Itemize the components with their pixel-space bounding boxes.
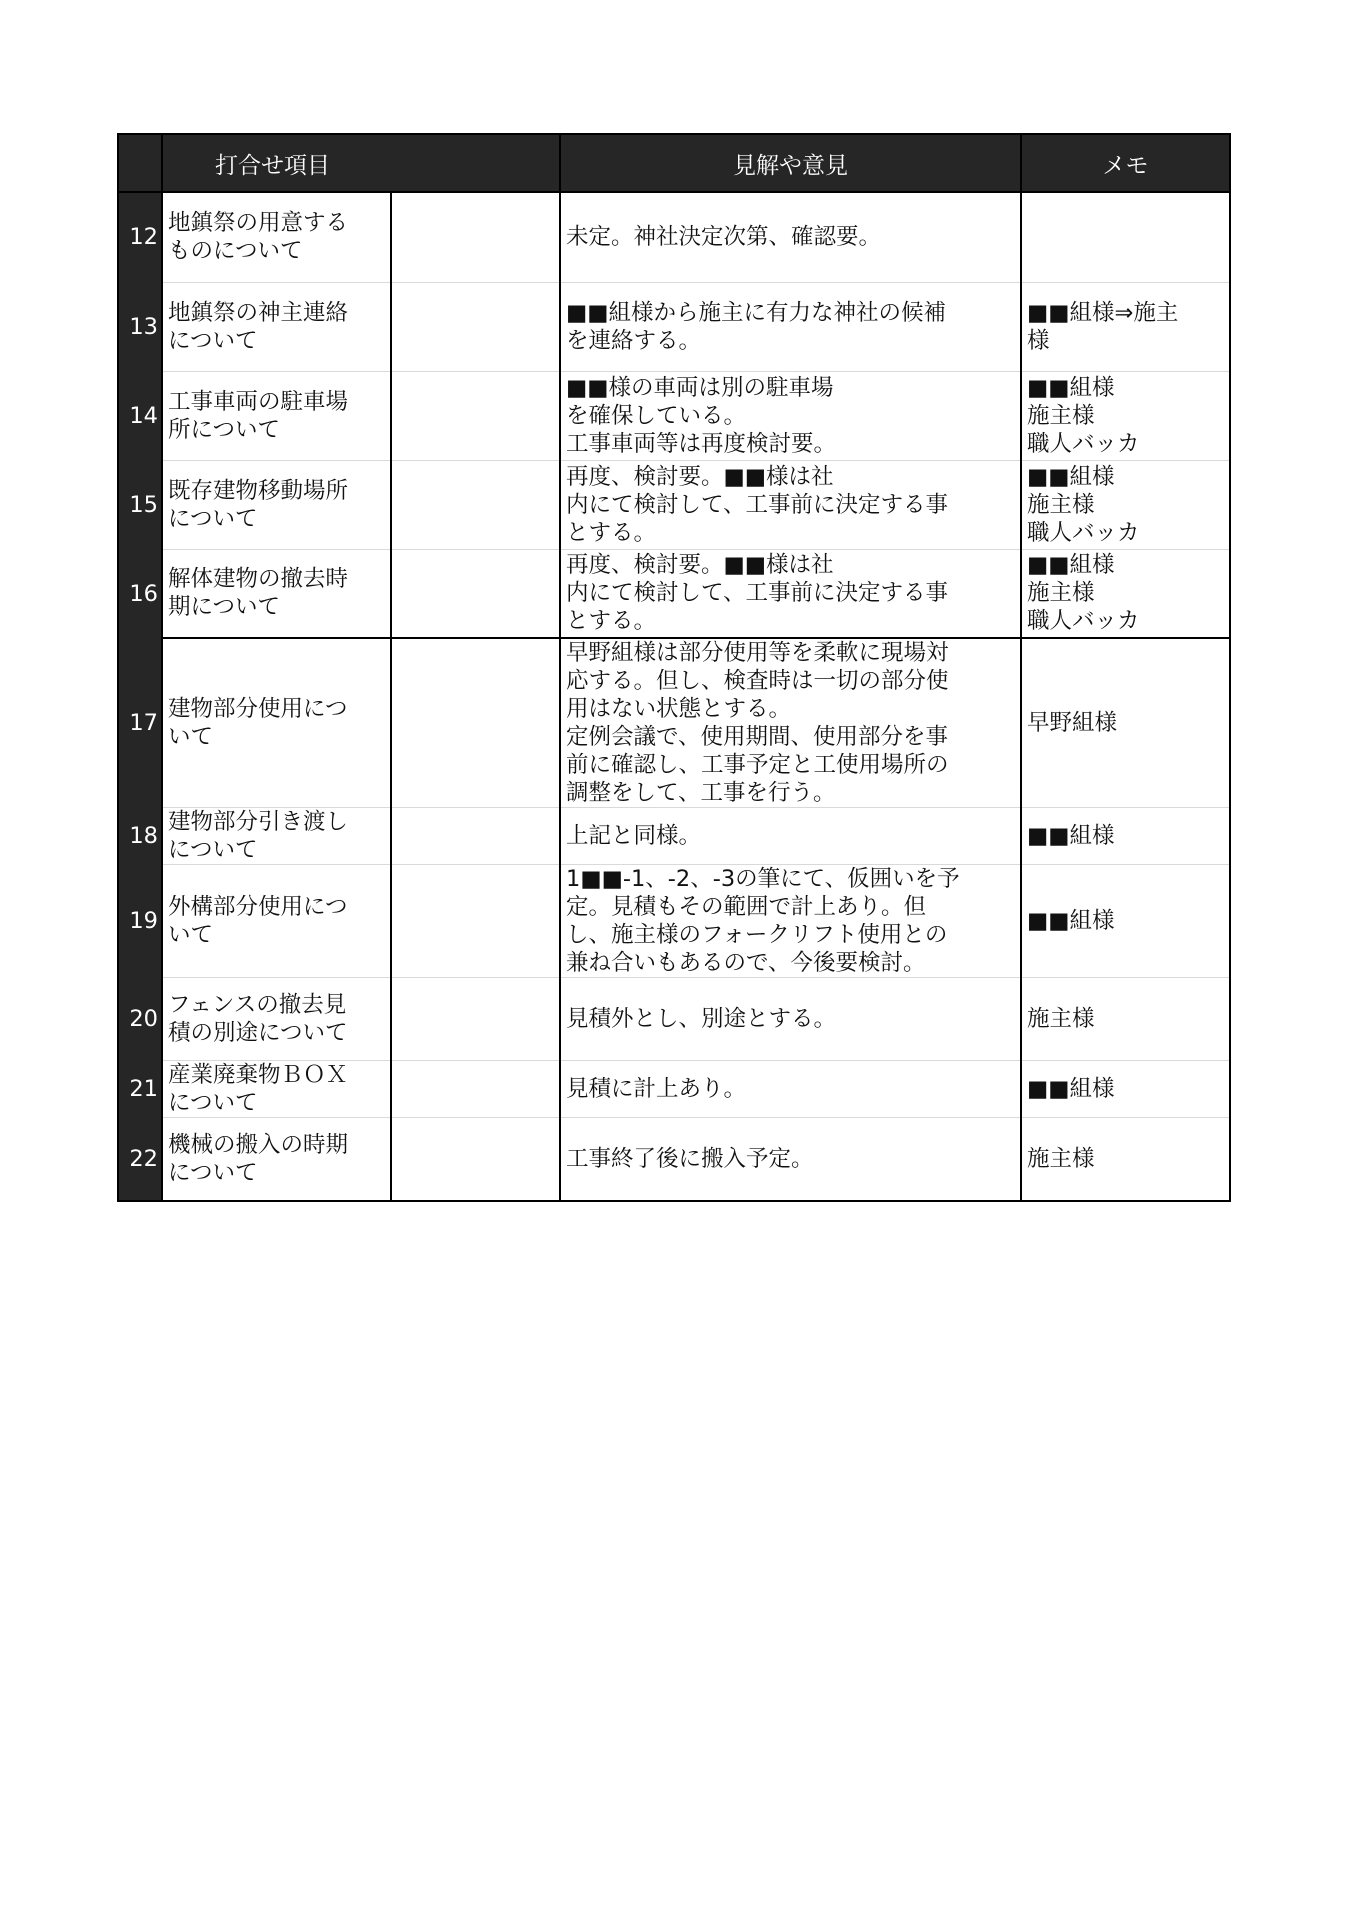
table-row bbox=[118, 549, 1230, 638]
row-number: 18 bbox=[118, 808, 162, 865]
row-opinion-text: ■■組様から施主に有力な神社の候補 を連絡する。 bbox=[566, 299, 947, 354]
row-memo-text: ■■組様 施主様 職人バッカ bbox=[1027, 374, 1140, 457]
row-memo-text: ■■組様 施主様 職人バッカ bbox=[1027, 552, 1140, 635]
meeting-agenda-table bbox=[117, 133, 1231, 1202]
row-item-text: 地鎮祭の用意する ものについて bbox=[168, 210, 349, 265]
header-row bbox=[118, 134, 1230, 192]
row-item bbox=[162, 460, 391, 549]
header-item: 打合せ項目 bbox=[162, 134, 560, 192]
row-blank bbox=[391, 808, 560, 865]
row-memo-text: 早野組様 bbox=[1027, 710, 1118, 736]
table-row bbox=[118, 282, 1230, 371]
row-blank bbox=[391, 638, 560, 808]
row-number: 14 bbox=[118, 371, 162, 460]
row-memo bbox=[1021, 638, 1230, 808]
row-memo bbox=[1021, 1061, 1230, 1118]
row-memo bbox=[1021, 460, 1230, 549]
row-number: 21 bbox=[118, 1061, 162, 1118]
row-item-text: 解体建物の撤去時 期について bbox=[168, 566, 349, 621]
row-item bbox=[162, 1061, 391, 1118]
row-number: 13 bbox=[118, 282, 162, 371]
row-item-text: 建物部分引き渡し について bbox=[168, 809, 349, 863]
row-number: 17 bbox=[118, 638, 162, 808]
row-opinion-text: 工事終了後に搬入予定。 bbox=[566, 1145, 814, 1172]
row-memo-text: 施主様 bbox=[1027, 1145, 1095, 1172]
row-opinion bbox=[560, 549, 1021, 638]
table-row bbox=[118, 978, 1230, 1061]
table-row bbox=[118, 865, 1230, 978]
table-row bbox=[118, 638, 1230, 808]
row-opinion bbox=[560, 638, 1021, 808]
row-number: 22 bbox=[118, 1118, 162, 1201]
row-opinion bbox=[560, 978, 1021, 1061]
row-item-text: 建物部分使用につ いて bbox=[168, 696, 348, 750]
header-opinion: 見解や意見 bbox=[560, 134, 1021, 192]
row-number: 16 bbox=[118, 549, 162, 638]
row-item bbox=[162, 192, 391, 282]
row-opinion bbox=[560, 371, 1021, 460]
row-opinion-text: 再度、検討要。■■様は社 内にて検討して、工事前に決定する事 とする。 bbox=[566, 552, 949, 635]
row-number: 12 bbox=[118, 192, 162, 282]
row-opinion-text: 1■■-1、-2、-3の筆にて、仮囲いを予 定。見積もその範囲で計上あり。但 し、施主様のフォークリフト使用との 兼ね合いもあるので、今後要検討。 bbox=[566, 866, 960, 976]
table-row bbox=[118, 192, 1230, 282]
row-memo-text: 施主様 bbox=[1027, 1006, 1095, 1032]
row-opinion-text: 上記と同様。 bbox=[566, 823, 702, 849]
row-item bbox=[162, 978, 391, 1061]
row-opinion-text: 未定。神社決定次第、確認要。 bbox=[566, 224, 882, 251]
row-opinion bbox=[560, 1118, 1021, 1201]
row-opinion-text: 見積に計上あり。 bbox=[566, 1076, 747, 1102]
row-memo-text: ■■組様 施主様 職人バッカ bbox=[1027, 463, 1140, 546]
row-blank bbox=[391, 460, 560, 549]
row-number: 20 bbox=[118, 978, 162, 1061]
table-row bbox=[118, 1061, 1230, 1118]
row-opinion bbox=[560, 865, 1021, 978]
row-opinion-text: 見積外とし、別途とする。 bbox=[566, 1006, 837, 1032]
table-row bbox=[118, 808, 1230, 865]
row-item-text: 外構部分使用につ いて bbox=[168, 894, 348, 948]
row-opinion-text: ■■様の車両は別の駐車場 を確保している。 工事車両等は再度検討要。 bbox=[566, 374, 837, 457]
row-item-text: 工事車両の駐車場 所について bbox=[168, 388, 349, 443]
row-memo-text: ■■組様 bbox=[1027, 823, 1115, 849]
row-opinion bbox=[560, 192, 1021, 282]
row-opinion-text: 再度、検討要。■■様は社 内にて検討して、工事前に決定する事 とする。 bbox=[566, 463, 949, 546]
row-blank bbox=[391, 1118, 560, 1201]
row-item bbox=[162, 549, 391, 638]
row-opinion-text: 早野組様は部分使用等を柔軟に現場対 応する。但し、検査時は一切の部分使 用はない状態とする。 定例会議で、使用期間、使用部分を事 前に確認し、工事予定と工使用場所の 調整をして、工事を行う。 bbox=[566, 640, 949, 806]
row-memo-text: ■■組様 bbox=[1027, 908, 1115, 934]
row-item-text: 機械の搬入の時期 について bbox=[168, 1131, 349, 1186]
row-memo bbox=[1021, 865, 1230, 978]
row-blank bbox=[391, 549, 560, 638]
row-memo-text: ■■組様 bbox=[1027, 1076, 1115, 1102]
row-item bbox=[162, 282, 391, 371]
row-item bbox=[162, 865, 391, 978]
agenda-sheet bbox=[117, 133, 1229, 1202]
row-blank bbox=[391, 1061, 560, 1118]
header-number-cell bbox=[118, 134, 162, 192]
row-blank bbox=[391, 192, 560, 282]
row-opinion bbox=[560, 1061, 1021, 1118]
row-blank bbox=[391, 282, 560, 371]
row-opinion bbox=[560, 460, 1021, 549]
row-opinion bbox=[560, 808, 1021, 865]
row-blank bbox=[391, 865, 560, 978]
row-blank bbox=[391, 371, 560, 460]
row-memo bbox=[1021, 1118, 1230, 1201]
row-opinion bbox=[560, 282, 1021, 371]
row-memo bbox=[1021, 282, 1230, 371]
table-row bbox=[118, 1118, 1230, 1201]
row-number: 15 bbox=[118, 460, 162, 549]
header-memo: メモ bbox=[1021, 134, 1230, 192]
row-item bbox=[162, 371, 391, 460]
row-item bbox=[162, 1118, 391, 1201]
row-item bbox=[162, 638, 391, 808]
table-row bbox=[118, 371, 1230, 460]
row-memo bbox=[1021, 371, 1230, 460]
row-number: 19 bbox=[118, 865, 162, 978]
row-blank bbox=[391, 978, 560, 1061]
row-memo bbox=[1021, 978, 1230, 1061]
row-memo-text: ■■組様⇒施主 様 bbox=[1027, 299, 1179, 354]
row-item-text: 産業廃棄物ＢＯＸ について bbox=[168, 1062, 349, 1116]
row-item-text: 既存建物移動場所 について bbox=[168, 477, 349, 532]
row-memo bbox=[1021, 549, 1230, 638]
row-memo bbox=[1021, 808, 1230, 865]
row-item bbox=[162, 808, 391, 865]
row-item-text: 地鎮祭の神主連絡 について bbox=[168, 299, 349, 354]
row-memo bbox=[1021, 192, 1230, 282]
row-item-text: フェンスの撤去見 積の別途について bbox=[168, 992, 348, 1046]
table-row bbox=[118, 460, 1230, 549]
